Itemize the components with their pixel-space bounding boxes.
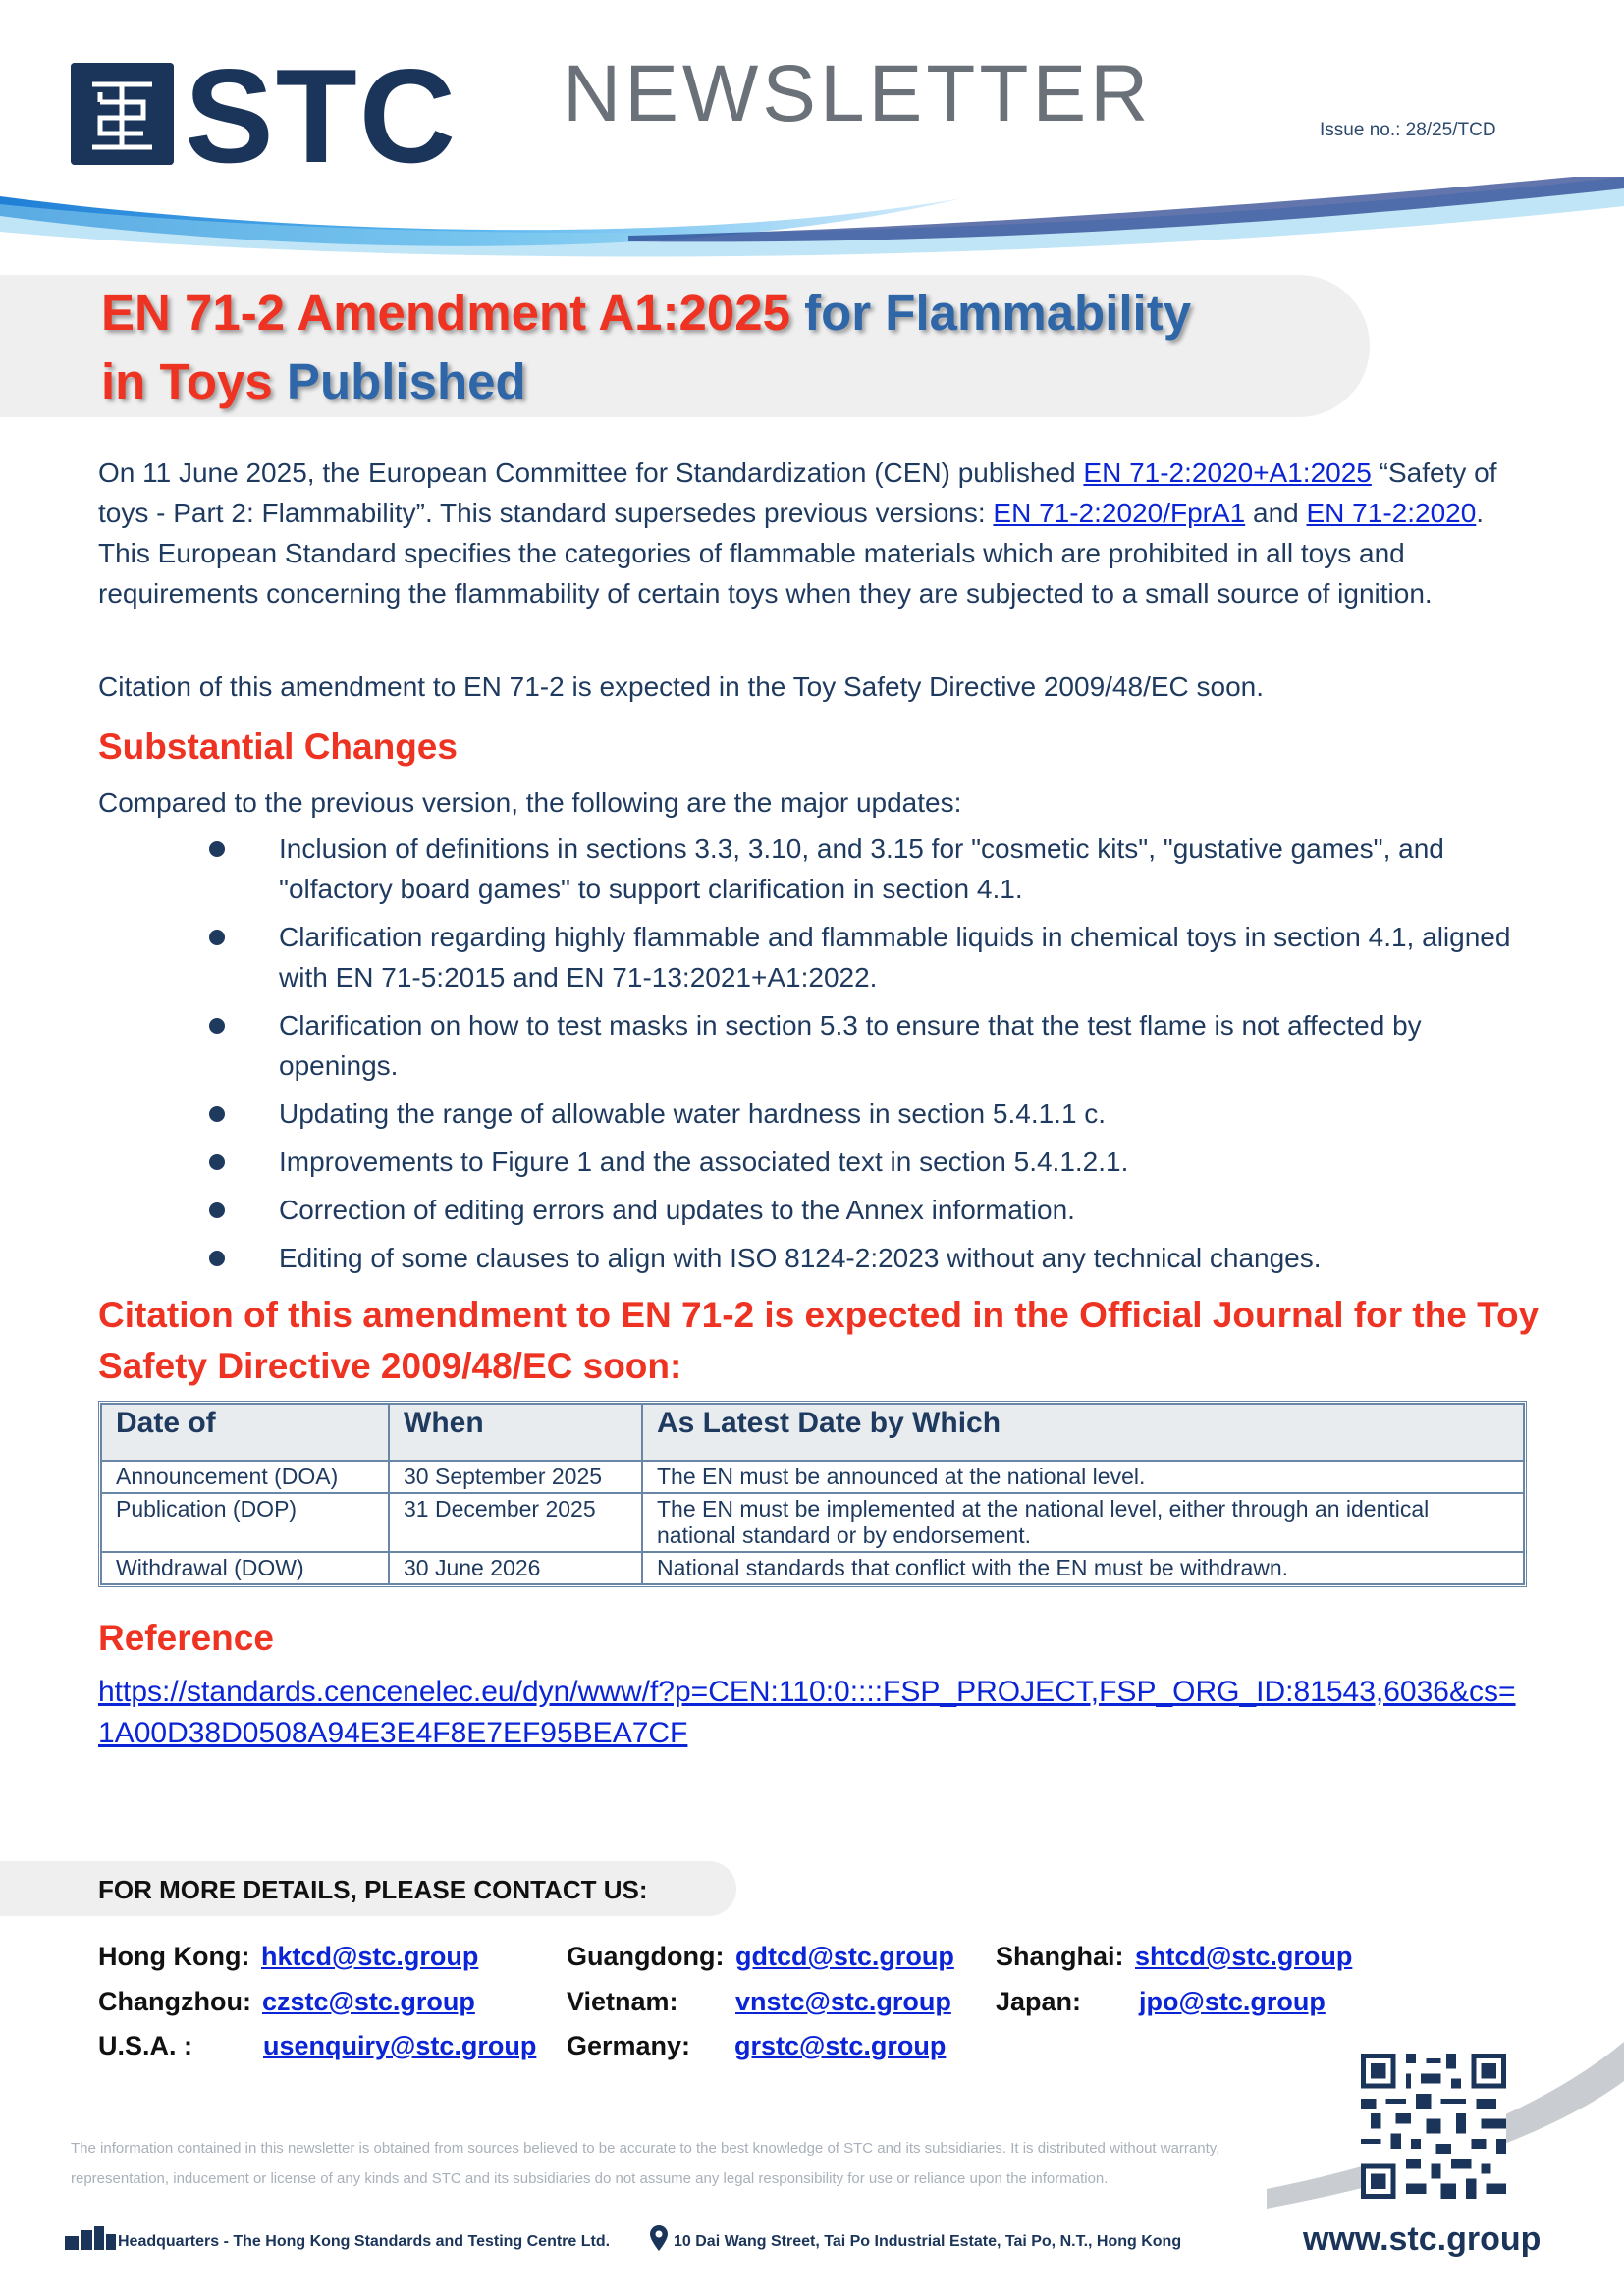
list-item: Editing of some clauses to align with ISO 8124-2:2023 without any technical changes. [206, 1238, 1542, 1278]
contact-label-usa: U.S.A. : [98, 2031, 193, 2060]
citation-note: Citation of this amendment to EN 71-2 is expected in the Toy Safety Directive 2009/48/EC soon. [98, 671, 1265, 702]
headquarters-name: Headquarters - The Hong Kong Standards and Testing Centre Ltd. [118, 2233, 611, 2250]
table-cell: Announcement (DOA) [101, 1461, 389, 1493]
standard-link-fpra1[interactable]: EN 71-2:2020/FprA1 [993, 498, 1246, 528]
email-link-hong-kong[interactable]: hktcd@stc.group [261, 1942, 479, 1971]
citation-heading: Citation of this amendment to EN 71-2 is expected in the Official Journal for the Toy Safety Directive 2009/48/EC soon: [98, 1295, 1540, 1386]
headquarters-address: 10 Dai Wang Street, Tai Po Industrial Estate, Tai Po, N.T., Hong Kong [674, 2233, 1182, 2250]
contact-label-vietnam: Vietnam: [567, 1987, 678, 2016]
issue-number: Issue no.: 28/25/TCD [1320, 120, 1496, 140]
email-link-japan[interactable]: jpo@stc.group [1139, 1987, 1326, 2016]
standard-link-2020[interactable]: EN 71-2:2020 [1306, 498, 1477, 528]
email-link-usa[interactable]: usenquiry@stc.group [263, 2031, 537, 2060]
website-link[interactable]: www.stc.group [1303, 2220, 1542, 2258]
intro-paragraph: On 11 June 2025, the European Committee for Standardization (CEN) published EN 71-2:2020+A1:2025 “Safety of toys - Part 2: Flammability”. This standard supersedes previous versions: EN 71-2:2020/FprA1 and EN 71-2:2020. This European Standard specifies the categories of flammable materials which are prohibited in all toys and requirements concerning the flammability of certain toys when they are subjected to a small source of ignition. [98, 457, 1497, 609]
disclaimer: The information contained in this newsletter is obtained from sources believed to be accurate to the best knowledge of STC and its subsidiaries. It is distributed without warranty, representation, inducement or license of any kinds and STC and its subsidiaries do not assume any legal responsibility for use or reliance upon the information. [71, 2140, 1220, 2187]
table-cell: The EN must be implemented at the national level, either through an identical national standard or by endorsement. [642, 1493, 1524, 1552]
table-cell: 31 December 2025 [389, 1493, 642, 1552]
email-link-shanghai[interactable]: shtcd@stc.group [1135, 1942, 1353, 1971]
table-cell: 30 June 2026 [389, 1552, 642, 1584]
standard-link-a1-2025[interactable]: EN 71-2:2020+A1:2025 [1083, 457, 1372, 488]
newsletter-label: NEWSLETTER [563, 49, 1153, 138]
list-item: Correction of editing errors and updates to the Annex information. [206, 1190, 1542, 1230]
building-icon [65, 2226, 116, 2250]
email-link-vietnam[interactable]: vnstc@stc.group [735, 1987, 951, 2016]
page-title: EN 71-2 Amendment A1:2025 for Flammability in Toys Published [101, 285, 1192, 409]
contact-label-germany: Germany: [567, 2031, 691, 2060]
column-header: Date of [101, 1404, 389, 1461]
qr-code-icon[interactable] [1361, 2054, 1506, 2199]
column-header: As Latest Date by Which [642, 1404, 1524, 1461]
header-swoosh-decoration [0, 177, 1624, 285]
email-link-changzhou[interactable]: czstc@stc.group [262, 1987, 475, 2016]
contact-label-shanghai: Shanghai: [996, 1942, 1124, 1971]
contact-label-japan: Japan: [996, 1987, 1082, 2016]
table-cell: The EN must be announced at the national level. [642, 1461, 1524, 1493]
table-cell: Publication (DOP) [101, 1493, 389, 1552]
location-pin-icon [650, 2225, 668, 2251]
list-item: Updating the range of allowable water hardness in section 5.4.1.1 c. [206, 1094, 1542, 1134]
contact-label-guangdong: Guangdong: [567, 1942, 725, 1971]
reference-heading: Reference [98, 1618, 274, 1658]
table-row [101, 1461, 1524, 1493]
email-link-germany[interactable]: grstc@stc.group [734, 2031, 947, 2060]
list-item: Clarification on how to test masks in section 5.3 to ensure that the test flame is not affected by openings. [206, 1005, 1542, 1086]
reference-link[interactable]: https://standards.cencenelec.eu/dyn/www/f?p=CEN:110:0::::FSP_PROJECT,FSP_ORG_ID:81543,6036&cs=1A00D38D0508A94E3E4F8E7EF95BEA7CF [98, 1676, 1516, 1749]
changes-lead: Compared to the previous version, the following are the major updates: [98, 787, 962, 818]
list-item: Clarification regarding highly flammable and flammable liquids in chemical toys in section 4.1, aligned with EN 71-5:2015 and EN 71-13:2021+A1:2022. [206, 917, 1542, 997]
dates-table [98, 1401, 1527, 1587]
table-row [101, 1493, 1524, 1552]
list-item: Inclusion of definitions in sections 3.3, 3.10, and 3.15 for "cosmetic kits", "gustative games", and "olfactory board games" to support clarification in section 4.1. [206, 828, 1542, 909]
table-cell: 30 September 2025 [389, 1461, 642, 1493]
column-header: When [389, 1404, 642, 1461]
contact-heading: FOR MORE DETAILS, PLEASE CONTACT US: [98, 1875, 648, 1904]
table-cell: National standards that conflict with the EN must be withdrawn. [642, 1552, 1524, 1584]
logo-wordmark: STC [185, 41, 458, 190]
list-item: Improvements to Figure 1 and the associated text in section 5.4.1.2.1. [206, 1142, 1542, 1182]
stc-logo-icon [71, 63, 174, 165]
table-header-row [101, 1404, 1524, 1461]
table-cell: Withdrawal (DOW) [101, 1552, 389, 1584]
email-link-guangdong[interactable]: gdtcd@stc.group [735, 1942, 954, 1971]
changes-heading: Substantial Changes [98, 726, 458, 767]
table-row [101, 1552, 1524, 1584]
contact-label-changzhou: Changzhou: [98, 1987, 251, 2016]
contact-label-hong-kong: Hong Kong: [98, 1942, 250, 1971]
changes-list [206, 828, 1542, 1286]
